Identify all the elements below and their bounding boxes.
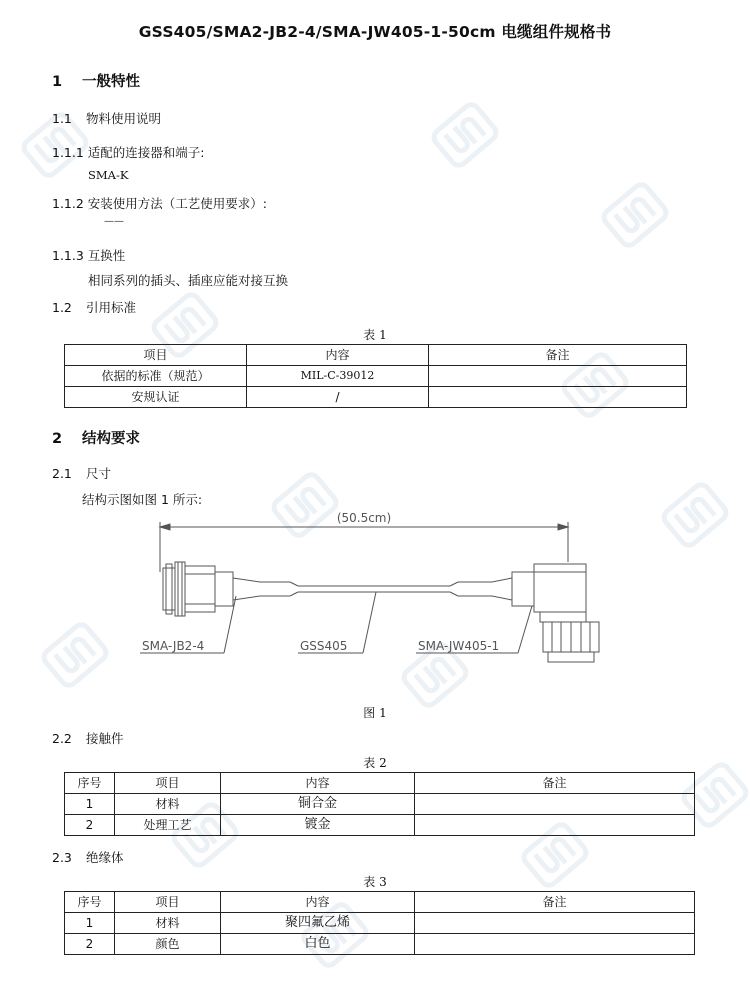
table-header-cell: 序号 (65, 773, 115, 794)
table-header-cell: 内容 (247, 345, 429, 366)
table-row (65, 366, 687, 387)
table-row (65, 815, 695, 836)
table-row (65, 794, 695, 815)
table-header-cell: 内容 (221, 892, 415, 913)
table-cell: 安规认证 (65, 387, 247, 408)
section-1-1-1-heading: 1.1.1 适配的连接器和端子: (52, 145, 205, 160)
table-cell: 2 (65, 934, 115, 955)
section-1-1-heading: 1.1 物料使用说明 (52, 111, 162, 126)
table-cell: 处理工艺 (115, 815, 221, 836)
label-cable: GSS405 (300, 639, 348, 653)
interchangeability-text: 相同系列的插头、插座应能对接互换 (88, 273, 289, 288)
table-cell (415, 913, 695, 934)
table-cell: 材料 (115, 913, 221, 934)
table-cell: 聚四氟乙烯 (221, 913, 415, 934)
dimension-arrow-left (160, 524, 170, 530)
table-cell: 依据的标准（规范） (65, 366, 247, 387)
figure-1-caption: 图 1 (363, 706, 387, 720)
table-header-cell: 序号 (65, 892, 115, 913)
table-cell: 镀金 (221, 815, 415, 836)
table-3 (64, 891, 695, 955)
table-header-cell: 项目 (65, 345, 247, 366)
document-title: GSS405/SMA2-JB2-4/SMA-JW405-1-50cm 电缆组件规格书 (138, 23, 612, 41)
table-2 (64, 772, 695, 836)
leader-left (224, 596, 236, 653)
table-cell: 2 (65, 815, 115, 836)
table-header-cell: 内容 (221, 773, 415, 794)
cable-assembly-drawing (120, 508, 620, 688)
watermark-logo-icon (586, 166, 685, 265)
section-1-heading: 1 一般特性 (52, 74, 140, 90)
dimension-arrow-right (558, 524, 568, 530)
table-header-cell: 备注 (415, 773, 695, 794)
table-cell: 白色 (221, 934, 415, 955)
table-row (65, 913, 695, 934)
table-cell: 1 (65, 913, 115, 934)
figure-intro-text: 结构示图如图 1 所示: (82, 492, 203, 507)
watermark-logo-icon (646, 466, 745, 565)
table-row (65, 387, 687, 408)
table-row (65, 345, 687, 366)
section-2-heading: 2 结构要求 (52, 431, 140, 447)
watermark-logo-icon (416, 86, 515, 185)
section-1-2-heading: 1.2 引用标准 (52, 300, 137, 315)
leader-right (518, 606, 532, 653)
left-connector-sma-jb2-4 (163, 562, 298, 616)
table-cell (429, 387, 687, 408)
install-method-value: —— (104, 216, 124, 227)
table-cell: MIL-C-39012 (247, 366, 429, 387)
dimension-label: (50.5cm) (336, 511, 392, 525)
table-cell: 1 (65, 794, 115, 815)
section-2-1-heading: 2.1 尺寸 (52, 466, 112, 481)
table-header-cell: 项目 (115, 892, 221, 913)
table-cell: / (247, 387, 429, 408)
label-right-connector: SMA-JW405-1 (418, 639, 500, 653)
watermark-logo-icon (26, 606, 125, 705)
table-2-caption: 表 2 (363, 756, 387, 770)
table-1-caption: 表 1 (363, 328, 387, 342)
table-header-cell: 项目 (115, 773, 221, 794)
connector-value: SMA-K (88, 168, 129, 182)
cable-gss405 (298, 586, 450, 592)
table-row (65, 773, 695, 794)
section-2-2-heading: 2.2 接触件 (52, 731, 124, 746)
table-cell (415, 815, 695, 836)
table-cell (415, 794, 695, 815)
table-cell: 铜合金 (221, 794, 415, 815)
table-cell: 颜色 (115, 934, 221, 955)
section-1-1-3-heading: 1.1.3 互换性 (52, 248, 126, 263)
table-1 (64, 344, 687, 408)
table-header-cell: 备注 (429, 345, 687, 366)
leader-mid (363, 592, 376, 653)
label-left-connector: SMA-JB2-4 (142, 639, 205, 653)
table-cell: 材料 (115, 794, 221, 815)
section-2-3-heading: 2.3 绝缘体 (52, 850, 124, 865)
table-3-caption: 表 3 (363, 875, 387, 889)
section-1-1-2-heading: 1.1.2 安装使用方法（工艺使用要求）: (52, 196, 268, 211)
table-row (65, 892, 695, 913)
table-cell (415, 934, 695, 955)
table-cell (429, 366, 687, 387)
table-row (65, 934, 695, 955)
table-header-cell: 备注 (415, 892, 695, 913)
